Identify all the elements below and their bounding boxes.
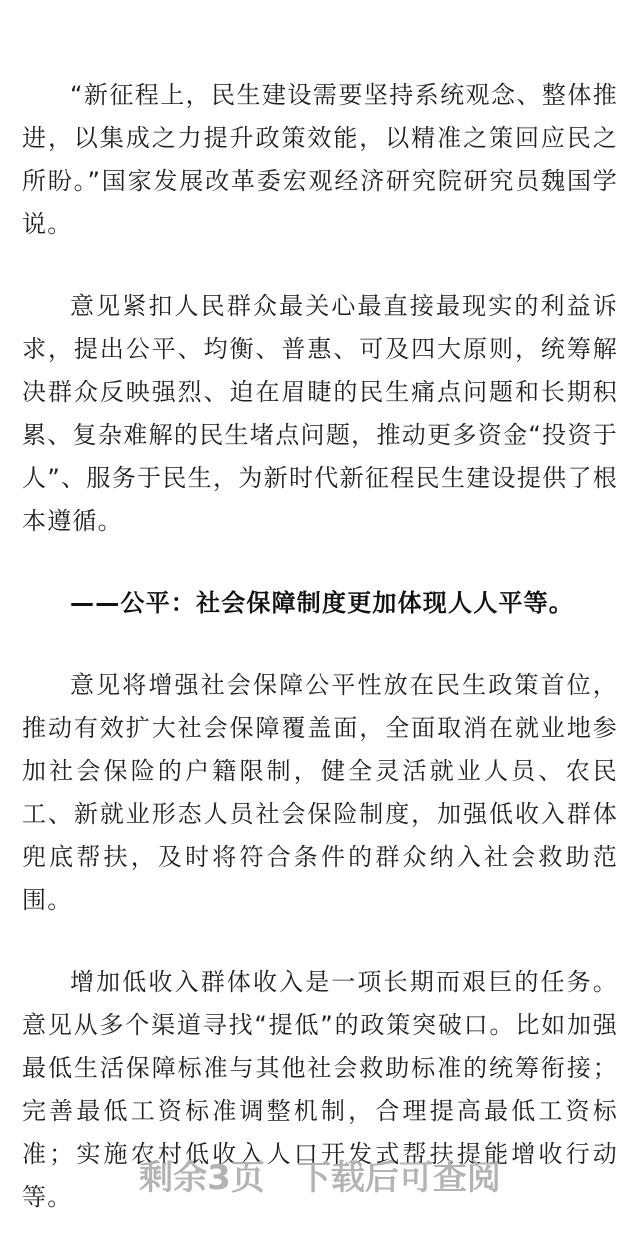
download-to-view-label[interactable]: 下载后可查阅 xyxy=(296,1158,501,1198)
section-heading-fairness: ——公平：社会保障制度更加体现人人平等。 xyxy=(70,589,574,617)
remaining-pages-label[interactable]: 剩余3页 xyxy=(139,1158,265,1198)
paragraph-social-security: 意见将增强社会保障公平性放在民生政策首位，推动有效扩大社会保障覆盖面，全面取消在就业地参加社会保险的户籍限制，健全灵活就业人员、农民工、新就业形态人员社会保险制度，加强低收入群体兜底帮扶，及时将符合条件的群众纳入社会救助范围。 xyxy=(22,671,618,914)
download-prompt[interactable] xyxy=(0,1154,640,1202)
paragraph-principles: 意见紧扣人民群众最关心最直接最现实的利益诉求，提出公平、均衡、普惠、可及四大原则，统筹解决群众反映强烈、迫在眉睫的民生痛点问题和长期积累、复杂难解的民生堵点问题，推动更多资金“投资于人”、服务于民生，为新时代新征程民生建设提供了根本遵循。 xyxy=(22,292,618,535)
article-body xyxy=(22,74,618,1219)
paragraph-quote: “新征程上，民生建设需要坚持系统观念、整体推进，以集成之力提升政策效能，以精准之策回应民之所盼。”国家发展改革委宏观经济研究院研究员魏国学说。 xyxy=(22,81,618,238)
paragraph-low-income: 增加低收入群体收入是一项长期而艰巨的任务。意见从多个渠道寻找“提低”的政策突破口。比如加强最低生活保障标准与其他社会救助标准的统筹衔接；完善最低工资标准调整机制，合理提高最低工资标准；实施农村低收入人口开发式帮扶提能增收行动等。 xyxy=(22,968,618,1211)
